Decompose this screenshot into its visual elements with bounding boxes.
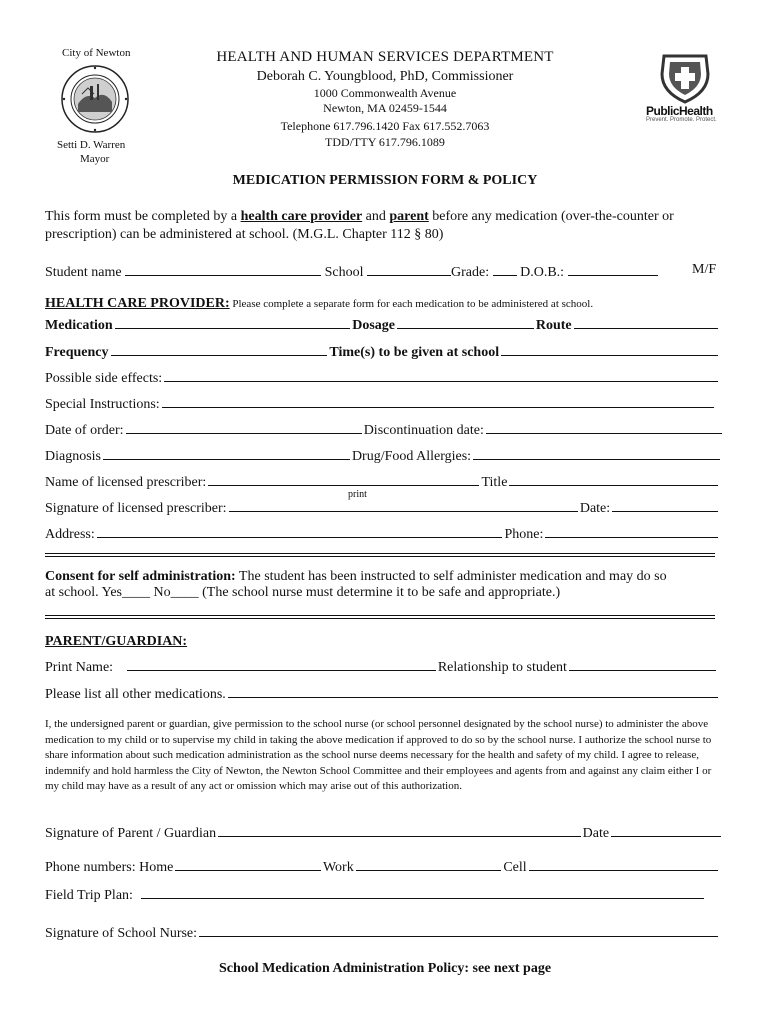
address-label: Address: [45, 527, 95, 542]
diagnosis-row [45, 447, 722, 465]
print-hint: print [348, 489, 367, 500]
grade-label: Grade: [451, 265, 490, 280]
parent-signature-row [45, 824, 723, 842]
student-name-field[interactable] [125, 262, 321, 276]
phone-work-field[interactable] [356, 858, 502, 871]
intro-parent: parent [389, 209, 429, 224]
department-name: HEALTH AND HUMAN SERVICES DEPARTMENT [216, 49, 554, 65]
medication-row [45, 316, 720, 334]
field-trip-field[interactable] [141, 886, 704, 899]
special-instructions-field[interactable] [162, 395, 714, 408]
discontinuation-label: Discontinuation date: [363, 423, 484, 438]
seal-icon [60, 64, 130, 134]
print-name-label: Print Name: [45, 660, 114, 675]
nurse-signature-label: Signature of School Nurse: [45, 926, 198, 941]
parent-signature-label: Signature of Parent / Guardian [45, 826, 217, 841]
mayor-name: Setti D. Warren [57, 139, 126, 151]
city-seal [60, 64, 130, 134]
student-row [45, 262, 658, 281]
phone-field[interactable] [545, 525, 718, 538]
prescriber-signature-label: Signature of licensed prescriber: [45, 501, 227, 516]
logo-wordmark: PublicHealth [646, 104, 713, 118]
consent-line-1 [45, 569, 667, 585]
intro-text-2: before any medication (over-the-counter or prescription) can be administered at school. (M.G.L. Chapter 112 § 80) [45, 209, 674, 242]
special-instructions-row [45, 395, 716, 413]
phone-cell-label: Cell [503, 860, 527, 875]
allergies-label: Drug/Food Allergies: [351, 449, 472, 464]
phone-numbers-row [45, 858, 720, 876]
relationship-field[interactable] [569, 658, 716, 671]
prescriber-title-field[interactable] [509, 473, 718, 486]
route-field[interactable] [574, 316, 718, 329]
print-name-field[interactable] [127, 658, 436, 671]
city-label: City of Newton [62, 47, 131, 59]
prescriber-name-field[interactable] [208, 473, 479, 486]
field-trip-row [45, 886, 706, 904]
diagnosis-field[interactable] [103, 447, 350, 460]
dosage-label: Dosage [352, 318, 396, 333]
frequency-field[interactable] [111, 343, 328, 356]
sex-label[interactable]: M/F [692, 262, 717, 277]
tdd-line: TDD/TTY 617.796.1089 [325, 135, 445, 149]
logo-tagline: Prevent. Promote. Protect. [646, 117, 717, 123]
student-name-label: Student name [45, 265, 122, 280]
phone-cell-field[interactable] [529, 858, 718, 871]
phone-work-label: Work [322, 860, 354, 875]
diagnosis-label: Diagnosis [45, 449, 101, 464]
consent-label: Consent for self administration: [45, 569, 236, 584]
policy-footer: School Medication Administration Policy: see next page [218, 961, 552, 976]
prescriber-signature-row [45, 499, 720, 517]
authorization-statement: I, the undersigned parent or guardian, give permission to the school nurse (or school personnel designated by the school nurse) to administer the above medication to my child or to supervise my child in taking the above medication if approved to do so by the school nurse. I authorize the school nurse to share information about such medication administration as the school nurse deems necessary for the health and safety of my child. I agree to release, indemnify and hold harmless the City of Newton, the Newton School Committee and their employees and agents from and against any claim either I or my child may have as a result of any act or omission which may arise out of this authorization. [45, 718, 712, 793]
side-effects-field[interactable] [164, 369, 718, 382]
address-row [45, 525, 720, 543]
allergies-field[interactable] [473, 447, 720, 460]
phone-home-label: Phone numbers: Home [45, 860, 174, 875]
dob-label: D.O.B.: [520, 265, 565, 280]
prescriber-name-row [45, 473, 720, 491]
section-divider [45, 553, 715, 557]
frequency-row [45, 343, 720, 361]
parent-heading: PARENT/GUARDIAN: [45, 634, 188, 649]
date-of-order-label: Date of order: [45, 423, 124, 438]
consent-line-2[interactable]: at school. Yes____ No____ (The school nurse must determine it to be safe and appropriate.) [45, 585, 561, 600]
parent-date-field[interactable] [611, 824, 721, 837]
nurse-signature-row [45, 924, 720, 942]
relationship-label: Relationship to student [437, 660, 567, 675]
date-order-row [45, 421, 724, 439]
consent-text-1: The student has been instructed to self administer medication and may do so [235, 569, 667, 584]
prescriber-date-field[interactable] [612, 499, 718, 512]
grade-field[interactable] [493, 262, 517, 276]
school-label: School [324, 265, 364, 280]
route-label: Route [535, 318, 572, 333]
medication-field[interactable] [115, 316, 351, 329]
hcp-note: Please complete a separate form for each medication to be administered at school. [229, 298, 594, 310]
side-effects-row [45, 369, 720, 387]
mayor-title: Mayor [80, 153, 110, 165]
date-of-order-field[interactable] [126, 421, 362, 434]
intro-paragraph [45, 208, 735, 244]
prescriber-title-label: Title [481, 475, 508, 490]
intro-text-1: This form must be completed by a [45, 209, 241, 224]
section-divider [45, 615, 715, 619]
times-field[interactable] [501, 343, 718, 356]
prescriber-name-label: Name of licensed prescriber: [45, 475, 207, 490]
print-name-row [45, 658, 718, 676]
phone-fax: Telephone 617.796.1420 Fax 617.552.7063 [280, 119, 490, 133]
address-line-1: 1000 Commonwealth Avenue [313, 86, 457, 100]
special-instructions-label: Special Instructions: [45, 397, 160, 412]
parent-signature-field[interactable] [218, 824, 581, 837]
intro-hcp: health care provider [240, 209, 363, 224]
address-line-2: Newton, MA 02459-1544 [323, 101, 447, 115]
commissioner: Deborah C. Youngblood, PhD, Commissioner [256, 69, 514, 84]
address-field[interactable] [97, 525, 503, 538]
other-medications-field[interactable] [228, 685, 718, 698]
phone-label: Phone: [504, 527, 544, 542]
field-trip-label: Field Trip Plan: [45, 888, 133, 903]
discontinuation-field[interactable] [486, 421, 722, 434]
parent-date-label: Date [582, 826, 610, 841]
prescriber-signature-field[interactable] [229, 499, 578, 512]
times-label: Time(s) to be given at school [329, 345, 500, 360]
other-meds-row [45, 685, 720, 703]
dosage-field[interactable] [397, 316, 534, 329]
frequency-label: Frequency [45, 345, 109, 360]
other-medications-label: Please list all other medications. [45, 687, 226, 702]
hcp-heading-row [45, 294, 593, 312]
side-effects-label: Possible side effects: [45, 371, 163, 386]
school-field[interactable] [367, 262, 451, 276]
public-health-logo [646, 52, 720, 123]
form-title: MEDICATION PERMISSION FORM & POLICY [232, 173, 538, 188]
prescriber-date-label: Date: [579, 501, 611, 516]
medication-label: Medication [45, 318, 113, 333]
hcp-heading: HEALTH CARE PROVIDER: [45, 296, 230, 311]
nurse-signature-field[interactable] [199, 924, 718, 937]
dob-field[interactable] [568, 262, 658, 276]
phone-home-field[interactable] [175, 858, 321, 871]
shield-icon [650, 52, 720, 104]
intro-and: and [362, 209, 390, 224]
